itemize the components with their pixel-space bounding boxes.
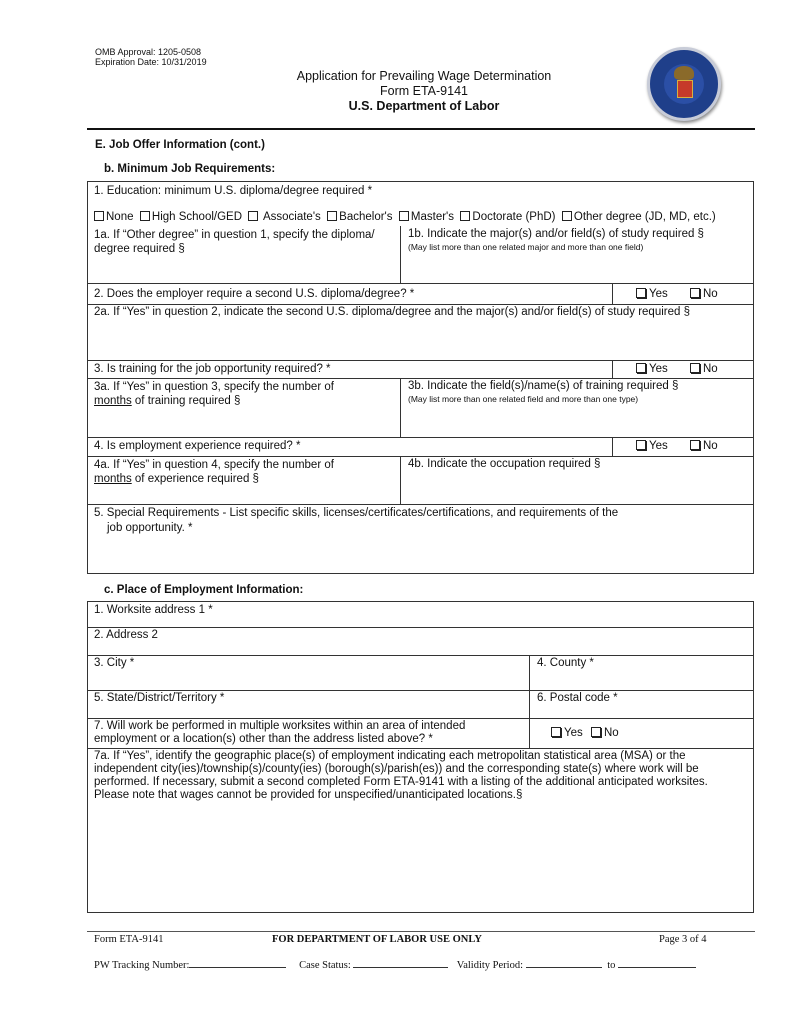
- validity-period-label: Validity Period:: [456, 960, 524, 971]
- tracking-number-field[interactable]: [189, 967, 286, 968]
- q1b-label: 1b. Indicate the major(s) and/or field(s) of study required §: [408, 228, 704, 240]
- divider: [612, 283, 613, 304]
- validity-from-field[interactable]: [526, 967, 602, 968]
- validity-to-field[interactable]: [618, 967, 696, 968]
- expiration-date: Expiration Date: 10/31/2019: [95, 57, 207, 67]
- q3a-label: 3a. If “Yes” in question 3, specify the number of months of training required §: [94, 381, 334, 407]
- address2-input[interactable]: [180, 629, 750, 653]
- option-other-degree[interactable]: Other degree (JD, MD, etc.): [562, 211, 716, 223]
- divider: [87, 437, 754, 438]
- q1a-label: 1a. If “Other degree” in question 1, specify the diploma/ degree required §: [94, 229, 375, 255]
- q5-input[interactable]: [88, 537, 753, 572]
- q4b-label: 4b. Indicate the occupation required §: [408, 458, 601, 470]
- q4a-label: 4a. If “Yes” in question 4, specify the number of months of experience required §: [94, 459, 334, 485]
- q3-yes-checkbox[interactable]: Yes: [636, 363, 668, 375]
- c7-no-checkbox[interactable]: No: [591, 727, 619, 739]
- case-status-label: Case Status:: [299, 960, 351, 971]
- geographic-places-input[interactable]: [88, 806, 753, 911]
- tracking-number-label: PW Tracking Number:: [94, 960, 190, 971]
- q2a-label: 2a. If “Yes” in question 2, indicate the second U.S. diploma/degree and the major(s) and/or field(s) of study required §: [94, 306, 690, 318]
- q2-yes-checkbox[interactable]: Yes: [636, 288, 668, 300]
- q3b-input[interactable]: [401, 408, 753, 436]
- section-c-title: c. Place of Employment Information:: [104, 584, 304, 596]
- worksite-address-input[interactable]: [220, 603, 750, 625]
- q3-no-checkbox[interactable]: No: [690, 363, 718, 375]
- q2-no-checkbox[interactable]: No: [690, 288, 718, 300]
- city-label: 3. City *: [94, 657, 135, 669]
- divider: [87, 378, 754, 379]
- divider: [612, 360, 613, 378]
- form-title: Application for Prevailing Wage Determination: [296, 69, 552, 83]
- divider: [87, 690, 754, 691]
- section-b-title: b. Minimum Job Requirements:: [104, 163, 276, 175]
- postal-code-input[interactable]: [530, 705, 753, 717]
- q2-label: 2. Does the employer require a second U.S. diploma/degree? *: [94, 288, 415, 300]
- q4b-input[interactable]: [401, 474, 753, 503]
- q4-label: 4. Is employment experience required? *: [94, 440, 301, 452]
- c7-yes-checkbox[interactable]: Yes: [551, 727, 583, 739]
- multiple-worksites-label: 7. Will work be performed in multiple worksites within an area of intended employment or a location(s) other than the address listed above? *: [94, 720, 466, 745]
- option-none[interactable]: None: [94, 211, 134, 223]
- divider: [87, 718, 754, 719]
- header-divider: [87, 128, 755, 130]
- state-input[interactable]: [88, 705, 528, 717]
- q2a-input[interactable]: [88, 322, 753, 359]
- footer-form-number: Form ETA-9141: [94, 934, 164, 945]
- q1b-note: (May list more than one related major and more than one field): [408, 242, 644, 252]
- option-associates[interactable]: Associate's: [248, 211, 320, 223]
- q5-label: 5. Special Requirements - List specific skills, licenses/certificates/certifications, and requirements of the job opportunity. *: [94, 507, 619, 534]
- case-status-field[interactable]: [353, 967, 448, 968]
- validity-to-label: to: [607, 960, 616, 971]
- state-label: 5. State/District/Territory *: [94, 692, 225, 704]
- postal-code-label: 6. Postal code *: [537, 692, 618, 704]
- q4-no-checkbox[interactable]: No: [690, 440, 718, 452]
- county-label: 4. County *: [537, 657, 594, 669]
- q1-options: [94, 211, 716, 223]
- divider: [612, 437, 613, 456]
- department-name: U.S. Department of Labor: [348, 99, 500, 113]
- divider: [87, 504, 754, 505]
- page-number: Page 3 of 4: [659, 934, 707, 945]
- divider: [87, 283, 754, 284]
- q4-yes-checkbox[interactable]: Yes: [636, 440, 668, 452]
- divider: [87, 456, 754, 457]
- divider: [87, 304, 754, 305]
- county-input[interactable]: [530, 671, 753, 689]
- divider: [87, 655, 754, 656]
- city-input[interactable]: [88, 671, 528, 689]
- address2-label: 2. Address 2: [94, 629, 158, 641]
- divider: [87, 748, 754, 749]
- q3b-note: (May list more than one related field and more than one type): [408, 394, 639, 404]
- option-high-school[interactable]: High School/GED: [140, 211, 242, 223]
- option-doctorate[interactable]: Doctorate (PhD): [460, 211, 555, 223]
- tracking-row: [94, 960, 696, 971]
- option-bachelors[interactable]: Bachelor's: [327, 211, 392, 223]
- section-e-title: E. Job Offer Information (cont.): [95, 139, 265, 151]
- divider: [87, 360, 754, 361]
- divider: [529, 655, 530, 748]
- q1b-input[interactable]: [401, 255, 753, 282]
- q3a-input[interactable]: [88, 410, 399, 436]
- q3-label: 3. Is training for the job opportunity required? *: [94, 363, 331, 375]
- footer-divider: [87, 931, 755, 932]
- form-title-block: [224, 69, 624, 114]
- option-masters[interactable]: Master's: [399, 211, 454, 223]
- q1-label: 1. Education: minimum U.S. diploma/degree required *: [94, 185, 373, 197]
- worksite-address-label: 1. Worksite address 1 *: [94, 604, 213, 616]
- form-number: Form ETA-9141: [380, 84, 468, 98]
- q3b-label: 3b. Indicate the field(s)/name(s) of training required §: [408, 380, 679, 392]
- q4a-input[interactable]: [88, 486, 399, 503]
- divider: [87, 627, 754, 628]
- omb-approval: OMB Approval: 1205-0508: [95, 47, 202, 57]
- footer-use-only: FOR DEPARTMENT OF LABOR USE ONLY: [272, 934, 482, 945]
- geographic-places-label: 7a. If “Yes”, identify the geographic place(s) of employment indicating each metropolitan statistical area (MSA) or the independent city(ies)/township(s)/county(ies) (borough(s)/parish(es)) and the corresponding state(s) where work will be performed. If necessary, submit a second completed Form ETA-9141 with a listing of the additional anticipated worksites. Please note that wages cannot be provided for unspecified/unanticipated locations.§: [94, 750, 708, 801]
- q1a-input[interactable]: [88, 258, 399, 282]
- dol-seal-logo: [647, 47, 721, 121]
- omb-info: [95, 47, 207, 67]
